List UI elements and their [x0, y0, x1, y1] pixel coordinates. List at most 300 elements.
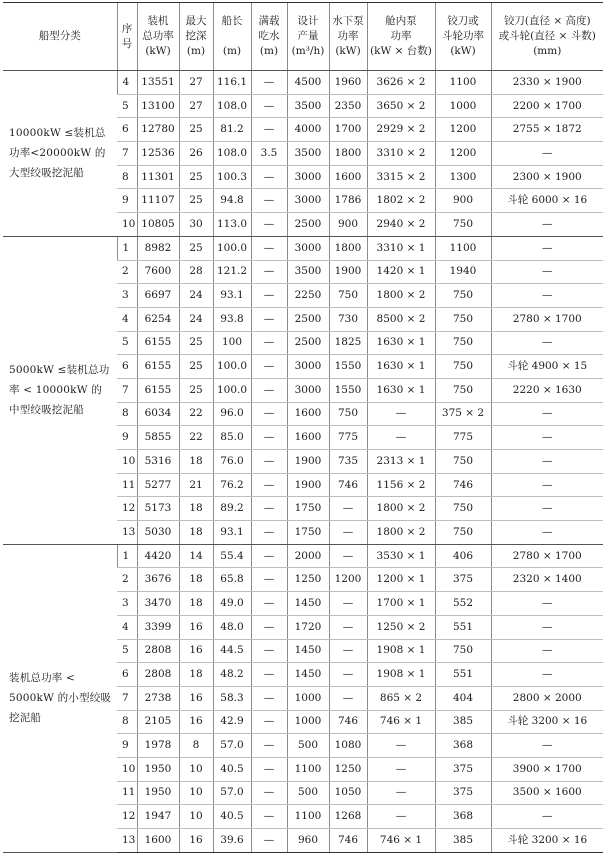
cell-cutter-power: 750	[435, 450, 491, 474]
cell-design-output: 4500	[287, 71, 329, 95]
cell-length: 49.0	[213, 592, 251, 616]
cell-design-output: 1720	[287, 615, 329, 639]
header-ship-type: 船型分类	[3, 3, 117, 71]
cell-length: 93.8	[213, 307, 251, 331]
group-label: 装机总功率 < 5000kW 的小型绞吸挖泥船	[3, 544, 117, 852]
header-draft: 满载 吃水 (m)	[251, 3, 287, 71]
cell-total-power: 5173	[137, 497, 179, 521]
cell-design-output: 2500	[287, 331, 329, 355]
cell-inboard-pump: 1800 × 2	[367, 497, 435, 521]
cell-cutter-power: 1100	[435, 71, 491, 95]
cell-cutter-size: —	[491, 284, 603, 308]
cell-cutter-power: 375	[435, 781, 491, 805]
cell-underwater-pump: 1700	[329, 118, 367, 142]
cell-underwater-pump: 1550	[329, 355, 367, 379]
cell-draft: —	[251, 260, 287, 284]
cell-draft: —	[251, 236, 287, 260]
cell-inboard-pump: 746 × 1	[367, 829, 435, 853]
cell-seq: 10	[117, 450, 137, 474]
cell-max-depth: 22	[179, 402, 213, 426]
cell-seq: 2	[117, 568, 137, 592]
dredger-spec-table	[3, 2, 603, 853]
cell-length: 85.0	[213, 426, 251, 450]
cell-cutter-size: —	[491, 402, 603, 426]
cell-design-output: 1100	[287, 757, 329, 781]
cell-total-power: 6155	[137, 331, 179, 355]
cell-design-output: 1450	[287, 639, 329, 663]
cell-underwater-pump: 1050	[329, 781, 367, 805]
cell-cutter-size: 2330 × 1900	[491, 71, 603, 95]
cell-seq: 4	[117, 615, 137, 639]
cell-inboard-pump: 1630 × 1	[367, 378, 435, 402]
cell-inboard-pump: 1630 × 1	[367, 355, 435, 379]
cell-total-power: 1950	[137, 781, 179, 805]
cell-cutter-size: 2780 × 1700	[491, 544, 603, 568]
cell-cutter-power: 750	[435, 213, 491, 237]
cell-design-output: 960	[287, 829, 329, 853]
cell-draft: —	[251, 94, 287, 118]
cell-seq: 6	[117, 118, 137, 142]
cell-length: 100.0	[213, 355, 251, 379]
cell-cutter-power: 750	[435, 331, 491, 355]
cell-cutter-power: 385	[435, 710, 491, 734]
cell-cutter-size: 2300 × 1900	[491, 165, 603, 189]
cell-cutter-power: 746	[435, 473, 491, 497]
cell-length: 65.8	[213, 568, 251, 592]
cell-cutter-power: 406	[435, 544, 491, 568]
cell-design-output: 1750	[287, 521, 329, 545]
cell-seq: 11	[117, 473, 137, 497]
cell-total-power: 13551	[137, 71, 179, 95]
cell-max-depth: 18	[179, 521, 213, 545]
cell-seq: 5	[117, 94, 137, 118]
cell-design-output: 1600	[287, 426, 329, 450]
cell-seq: 5	[117, 639, 137, 663]
header-seq: 序 号	[117, 3, 137, 71]
cell-seq: 11	[117, 781, 137, 805]
cell-underwater-pump: 750	[329, 402, 367, 426]
cell-total-power: 4420	[137, 544, 179, 568]
cell-cutter-size: —	[491, 805, 603, 829]
cell-draft: —	[251, 686, 287, 710]
cell-inboard-pump: 3626 × 2	[367, 71, 435, 95]
table-row	[3, 544, 603, 568]
cell-cutter-power: 385	[435, 829, 491, 853]
cell-draft: —	[251, 829, 287, 853]
cell-inboard-pump: —	[367, 426, 435, 450]
cell-total-power: 2808	[137, 639, 179, 663]
cell-cutter-power: 1100	[435, 236, 491, 260]
cell-underwater-pump: 1900	[329, 260, 367, 284]
cell-design-output: 1000	[287, 710, 329, 734]
cell-max-depth: 18	[179, 497, 213, 521]
cell-inboard-pump: 1908 × 1	[367, 663, 435, 687]
cell-design-output: 1000	[287, 686, 329, 710]
cell-inboard-pump: 1908 × 1	[367, 639, 435, 663]
cell-cutter-size: 2755 × 1872	[491, 118, 603, 142]
cell-cutter-size: 3500 × 1600	[491, 781, 603, 805]
cell-inboard-pump: 1802 × 2	[367, 189, 435, 213]
cell-length: 76.2	[213, 473, 251, 497]
cell-cutter-size: —	[491, 331, 603, 355]
cell-total-power: 6254	[137, 307, 179, 331]
cell-draft: —	[251, 544, 287, 568]
cell-inboard-pump: 2929 × 2	[367, 118, 435, 142]
cell-max-depth: 21	[179, 473, 213, 497]
cell-draft: —	[251, 402, 287, 426]
cell-draft: —	[251, 378, 287, 402]
cell-underwater-pump: 750	[329, 284, 367, 308]
cell-design-output: 1450	[287, 592, 329, 616]
cell-design-output: 1900	[287, 473, 329, 497]
cell-max-depth: 10	[179, 781, 213, 805]
cell-cutter-size: —	[491, 213, 603, 237]
cell-draft: —	[251, 805, 287, 829]
cell-cutter-size: 2780 × 1700	[491, 307, 603, 331]
table-row	[3, 236, 603, 260]
cell-total-power: 2738	[137, 686, 179, 710]
cell-inboard-pump: —	[367, 805, 435, 829]
cell-length: 89.2	[213, 497, 251, 521]
cell-draft: —	[251, 663, 287, 687]
cell-underwater-pump: —	[329, 639, 367, 663]
cell-cutter-size: 斗轮 3200 × 16	[491, 829, 603, 853]
cell-length: 100.0	[213, 378, 251, 402]
cell-underwater-pump: —	[329, 497, 367, 521]
cell-underwater-pump: 1786	[329, 189, 367, 213]
cell-inboard-pump: 3310 × 1	[367, 236, 435, 260]
cell-cutter-size: —	[491, 426, 603, 450]
cell-inboard-pump: 865 × 2	[367, 686, 435, 710]
table-body	[3, 71, 603, 853]
cell-max-depth: 18	[179, 592, 213, 616]
cell-seq: 4	[117, 307, 137, 331]
cell-design-output: 4000	[287, 118, 329, 142]
cell-draft: —	[251, 592, 287, 616]
cell-cutter-power: 368	[435, 734, 491, 758]
cell-inboard-pump: 1630 × 1	[367, 331, 435, 355]
cell-total-power: 11301	[137, 165, 179, 189]
cell-cutter-power: 750	[435, 639, 491, 663]
cell-design-output: 1600	[287, 402, 329, 426]
cell-inboard-pump: 1200 × 1	[367, 568, 435, 592]
cell-max-depth: 24	[179, 307, 213, 331]
header-cutter-power: 铰刀或 斗轮功率 (kW)	[435, 3, 491, 71]
cell-cutter-power: 750	[435, 355, 491, 379]
cell-underwater-pump: 2350	[329, 94, 367, 118]
cell-total-power: 3399	[137, 615, 179, 639]
cell-total-power: 5316	[137, 450, 179, 474]
cell-underwater-pump: 1600	[329, 165, 367, 189]
cell-max-depth: 16	[179, 686, 213, 710]
cell-draft: —	[251, 639, 287, 663]
cell-inboard-pump: 3315 × 2	[367, 165, 435, 189]
cell-draft: —	[251, 189, 287, 213]
cell-draft: —	[251, 757, 287, 781]
cell-underwater-pump: 1200	[329, 568, 367, 592]
cell-seq: 8	[117, 710, 137, 734]
cell-max-depth: 25	[179, 189, 213, 213]
cell-length: 40.5	[213, 805, 251, 829]
cell-underwater-pump: 730	[329, 307, 367, 331]
cell-design-output: 500	[287, 781, 329, 805]
cell-length: 121.2	[213, 260, 251, 284]
cell-underwater-pump: 1250	[329, 757, 367, 781]
cell-seq: 12	[117, 805, 137, 829]
cell-design-output: 3000	[287, 355, 329, 379]
cell-cutter-size: —	[491, 639, 603, 663]
cell-length: 108.0	[213, 94, 251, 118]
group-label: 5000kW ≤装机总功率 < 10000kW 的中型绞吸挖泥船	[3, 236, 117, 544]
cell-total-power: 13100	[137, 94, 179, 118]
cell-total-power: 6155	[137, 355, 179, 379]
cell-draft: —	[251, 307, 287, 331]
cell-cutter-power: 368	[435, 805, 491, 829]
header-total-power: 装机 总功率 (kW)	[137, 3, 179, 71]
cell-seq: 2	[117, 260, 137, 284]
cell-draft: —	[251, 521, 287, 545]
cell-underwater-pump: 775	[329, 426, 367, 450]
cell-design-output: 3500	[287, 142, 329, 166]
cell-total-power: 6155	[137, 378, 179, 402]
cell-max-depth: 28	[179, 260, 213, 284]
table-header	[3, 3, 603, 71]
cell-total-power: 6697	[137, 284, 179, 308]
cell-length: 48.0	[213, 615, 251, 639]
cell-underwater-pump: —	[329, 663, 367, 687]
cell-cutter-power: 404	[435, 686, 491, 710]
cell-max-depth: 16	[179, 639, 213, 663]
cell-max-depth: 16	[179, 615, 213, 639]
cell-length: 57.0	[213, 734, 251, 758]
cell-design-output: 500	[287, 734, 329, 758]
cell-inboard-pump: 1800 × 2	[367, 284, 435, 308]
header-length: 船长 (m)	[213, 3, 251, 71]
cell-length: 100	[213, 331, 251, 355]
cell-inboard-pump: 1250 × 2	[367, 615, 435, 639]
cell-cutter-size: —	[491, 142, 603, 166]
cell-design-output: 3000	[287, 236, 329, 260]
cell-length: 93.1	[213, 284, 251, 308]
cell-underwater-pump: —	[329, 615, 367, 639]
cell-design-output: 1100	[287, 805, 329, 829]
cell-total-power: 10805	[137, 213, 179, 237]
cell-cutter-size: —	[491, 521, 603, 545]
cell-cutter-size: —	[491, 592, 603, 616]
cell-seq: 7	[117, 686, 137, 710]
cell-cutter-size: —	[491, 734, 603, 758]
cell-length: 100.0	[213, 236, 251, 260]
cell-length: 42.9	[213, 710, 251, 734]
cell-cutter-power: 750	[435, 378, 491, 402]
cell-max-depth: 10	[179, 757, 213, 781]
cell-length: 96.0	[213, 402, 251, 426]
cell-cutter-power: 375	[435, 568, 491, 592]
cell-draft: 3.5	[251, 142, 287, 166]
cell-inboard-pump: 1420 × 1	[367, 260, 435, 284]
cell-cutter-power: 900	[435, 189, 491, 213]
cell-total-power: 12536	[137, 142, 179, 166]
cell-cutter-size: —	[491, 260, 603, 284]
cell-draft: —	[251, 71, 287, 95]
cell-draft: —	[251, 734, 287, 758]
cell-design-output: 2250	[287, 284, 329, 308]
cell-underwater-pump: —	[329, 592, 367, 616]
cell-seq: 10	[117, 213, 137, 237]
cell-seq: 7	[117, 378, 137, 402]
cell-underwater-pump: —	[329, 544, 367, 568]
cell-total-power: 6034	[137, 402, 179, 426]
cell-seq: 13	[117, 829, 137, 853]
cell-cutter-size: 2200 × 1700	[491, 94, 603, 118]
cell-cutter-size: 3900 × 1700	[491, 757, 603, 781]
cell-max-depth: 16	[179, 710, 213, 734]
cell-length: 40.5	[213, 757, 251, 781]
cell-inboard-pump: 746 × 1	[367, 710, 435, 734]
cell-cutter-power: 750	[435, 284, 491, 308]
cell-seq: 9	[117, 734, 137, 758]
cell-cutter-power: 1200	[435, 118, 491, 142]
cell-underwater-pump: 1825	[329, 331, 367, 355]
cell-draft: —	[251, 284, 287, 308]
cell-draft: —	[251, 497, 287, 521]
cell-cutter-power: 375	[435, 757, 491, 781]
cell-cutter-size: —	[491, 615, 603, 639]
cell-max-depth: 18	[179, 450, 213, 474]
cell-design-output: 2000	[287, 544, 329, 568]
cell-draft: —	[251, 710, 287, 734]
cell-length: 57.0	[213, 781, 251, 805]
cell-draft: —	[251, 426, 287, 450]
cell-inboard-pump: —	[367, 781, 435, 805]
cell-inboard-pump: —	[367, 734, 435, 758]
cell-cutter-power: 551	[435, 615, 491, 639]
cell-cutter-size: 斗轮 6000 × 16	[491, 189, 603, 213]
cell-inboard-pump: —	[367, 757, 435, 781]
cell-total-power: 2105	[137, 710, 179, 734]
cell-underwater-pump: —	[329, 686, 367, 710]
header-inboard-pump: 舱内泵 功率 (kW × 台数)	[367, 3, 435, 71]
cell-max-depth: 10	[179, 805, 213, 829]
cell-cutter-size: —	[491, 663, 603, 687]
cell-cutter-power: 1000	[435, 94, 491, 118]
cell-cutter-size: —	[491, 473, 603, 497]
cell-design-output: 3500	[287, 260, 329, 284]
cell-design-output: 3000	[287, 165, 329, 189]
cell-design-output: 2500	[287, 307, 329, 331]
cell-cutter-size: —	[491, 450, 603, 474]
cell-cutter-size: 2320 × 1400	[491, 568, 603, 592]
cell-seq: 3	[117, 592, 137, 616]
cell-inboard-pump: 1800 × 2	[367, 521, 435, 545]
cell-length: 94.8	[213, 189, 251, 213]
cell-max-depth: 18	[179, 568, 213, 592]
cell-length: 116.1	[213, 71, 251, 95]
cell-cutter-power: 551	[435, 663, 491, 687]
cell-inboard-pump: 8500 × 2	[367, 307, 435, 331]
cell-max-depth: 30	[179, 213, 213, 237]
cell-inboard-pump: 3530 × 1	[367, 544, 435, 568]
cell-seq: 1	[117, 544, 137, 568]
cell-inboard-pump: 3650 × 2	[367, 94, 435, 118]
cell-total-power: 1600	[137, 829, 179, 853]
cell-draft: —	[251, 473, 287, 497]
cell-underwater-pump: 1960	[329, 71, 367, 95]
cell-design-output: 1900	[287, 450, 329, 474]
cell-max-depth: 25	[179, 355, 213, 379]
cell-length: 113.0	[213, 213, 251, 237]
cell-max-depth: 26	[179, 142, 213, 166]
cell-underwater-pump: 746	[329, 829, 367, 853]
cell-design-output: 3000	[287, 378, 329, 402]
cell-total-power: 1950	[137, 757, 179, 781]
cell-total-power: 1947	[137, 805, 179, 829]
cell-max-depth: 16	[179, 829, 213, 853]
cell-cutter-power: 775	[435, 426, 491, 450]
cell-cutter-power: 1940	[435, 260, 491, 284]
cell-design-output: 1450	[287, 663, 329, 687]
cell-draft: —	[251, 568, 287, 592]
cell-underwater-pump: 1080	[329, 734, 367, 758]
cell-design-output: 1250	[287, 568, 329, 592]
cell-max-depth: 25	[179, 236, 213, 260]
cell-seq: 8	[117, 402, 137, 426]
cell-draft: —	[251, 213, 287, 237]
cell-draft: —	[251, 331, 287, 355]
header-max-depth: 最大 挖深 (m)	[179, 3, 213, 71]
cell-max-depth: 14	[179, 544, 213, 568]
cell-underwater-pump: 1800	[329, 236, 367, 260]
cell-length: 55.4	[213, 544, 251, 568]
header-underwater-pump: 水下泵 功率 (kW)	[329, 3, 367, 71]
table-row	[3, 71, 603, 95]
cell-max-depth: 27	[179, 71, 213, 95]
cell-length: 93.1	[213, 521, 251, 545]
cell-underwater-pump: 1800	[329, 142, 367, 166]
cell-design-output: 3500	[287, 94, 329, 118]
cell-draft: —	[251, 355, 287, 379]
cell-total-power: 3676	[137, 568, 179, 592]
header-design-output: 设计 产量 (m³/h)	[287, 3, 329, 71]
cell-underwater-pump: 746	[329, 473, 367, 497]
cell-total-power: 5855	[137, 426, 179, 450]
cell-draft: —	[251, 615, 287, 639]
cell-seq: 13	[117, 521, 137, 545]
cell-total-power: 5030	[137, 521, 179, 545]
cell-inboard-pump: 1700 × 1	[367, 592, 435, 616]
cell-design-output: 3000	[287, 189, 329, 213]
cell-max-depth: 25	[179, 118, 213, 142]
cell-length: 39.6	[213, 829, 251, 853]
cell-cutter-power: 552	[435, 592, 491, 616]
cell-length: 108.0	[213, 142, 251, 166]
cell-length: 58.3	[213, 686, 251, 710]
cell-seq: 3	[117, 284, 137, 308]
cell-total-power: 1978	[137, 734, 179, 758]
cell-design-output: 1750	[287, 497, 329, 521]
cell-cutter-size: —	[491, 236, 603, 260]
cell-draft: —	[251, 450, 287, 474]
cell-length: 48.2	[213, 663, 251, 687]
cell-design-output: 2500	[287, 213, 329, 237]
cell-seq: 8	[117, 165, 137, 189]
cell-draft: —	[251, 118, 287, 142]
cell-total-power: 3470	[137, 592, 179, 616]
cell-draft: —	[251, 781, 287, 805]
cell-inboard-pump: 1156 × 2	[367, 473, 435, 497]
cell-max-depth: 18	[179, 663, 213, 687]
cell-underwater-pump: —	[329, 521, 367, 545]
